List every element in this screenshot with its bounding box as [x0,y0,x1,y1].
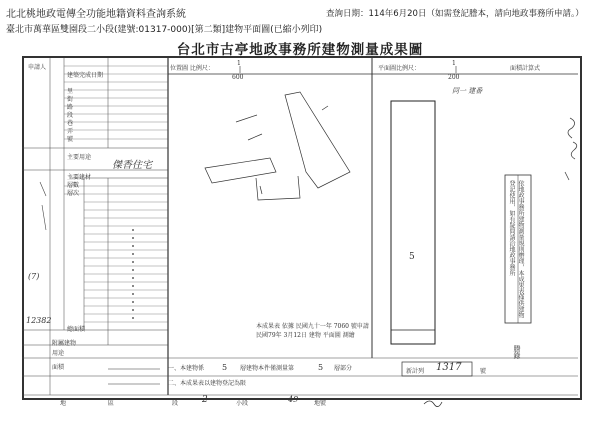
footer-label-lotno: 地號 [314,400,327,407]
form-label-village: 里 [67,88,74,95]
area-marker: 5 [409,252,415,262]
stamp-note: 本成果表 依據 民國九十一年 7060 號申請 民國79年 3月12日 建物 平面圖 測繪 [256,323,369,339]
form-label-alley: 弄 [67,128,74,135]
footer-label-district: 區 [108,400,115,407]
bottom-note-1: 一、本建物係 [168,365,205,372]
form-label-floor: 層次 [67,190,80,197]
query-date: 查詢日期：114年6月20日（如需登記謄本，請向地政事務所申請。） [326,9,584,19]
serial-value: 1317 [436,362,462,373]
serial-suffix: 號 [480,368,487,375]
bottom-num-1: 5 [222,363,228,372]
form-label-road: 路 [67,104,74,111]
footer-label-land: 地 [60,400,67,407]
side-text-right: 依地政事務所建物測量規則辦理，本成果表僅供建物登記使用，如有疑問請洽地政事務所 [508,180,524,318]
side-stamp: 謄錄 [513,345,521,359]
location-scale-den: 600 [232,74,244,81]
form-label-accessory: 附屬建物 [52,340,77,347]
left-hand-note-1: (7) [28,272,40,281]
form-label-main-use: 主要用途 [67,154,92,161]
form-label-number: 號 [67,136,74,143]
form-label-applicant: 申請人 [28,64,47,71]
left-hand-note-2: 12382 [26,316,52,325]
area-calc-label: 面積計算式 [510,65,541,72]
app-title: 北北桃地政電傳全功能地籍資料查詢系統 [6,9,186,20]
bottom-note-3: 層部分 [334,365,353,372]
same-note: 同一 建番 [452,87,483,95]
bottom-num-2: 5 [318,363,324,372]
form-label-main-material: 主要建材 [67,174,92,181]
bottom-note-2: 層建物本件僅測量第 [240,365,295,372]
footer-label-section: 段 [172,400,179,407]
form-label-street: 街 [67,96,74,103]
form-label-completion-date: 建築完成日期 [67,72,104,79]
plan-scale-den: 200 [448,74,460,81]
footer-label-subsection: 小段 [236,400,249,407]
form-label-lane: 巷 [67,120,74,127]
survey-result-title: 台北市古亭地政事務所建物測量成果圖 [176,42,424,58]
serial-label: 新計列 [406,368,425,375]
footer-value-subsection: 49 [288,395,299,404]
form-label-section: 段 [67,112,74,119]
form-label-use: 用途 [52,350,65,357]
form-label-floors: 層數 [67,182,80,189]
form-label-area: 面積 [52,364,65,371]
owner-stamp: 傑香住宅 [112,160,152,171]
location-scale-label: 位置圖 比例尺： [170,65,214,72]
plan-scale-label: 平面圖比例尺： [378,65,421,72]
form-label-total-area: 總面積 [67,326,86,333]
footer-value-section: 2 [202,395,208,405]
bottom-note-4: 二、本成果表以建物登記為限 [168,380,247,387]
plan-scale-value: 1 [452,60,456,67]
location-scale-value: 1 [237,60,241,67]
document-subtitle: 臺北市萬華區雙園段二小段(建號:01317-000)[第二類]建物平面圖(已縮小列印) [6,25,323,35]
